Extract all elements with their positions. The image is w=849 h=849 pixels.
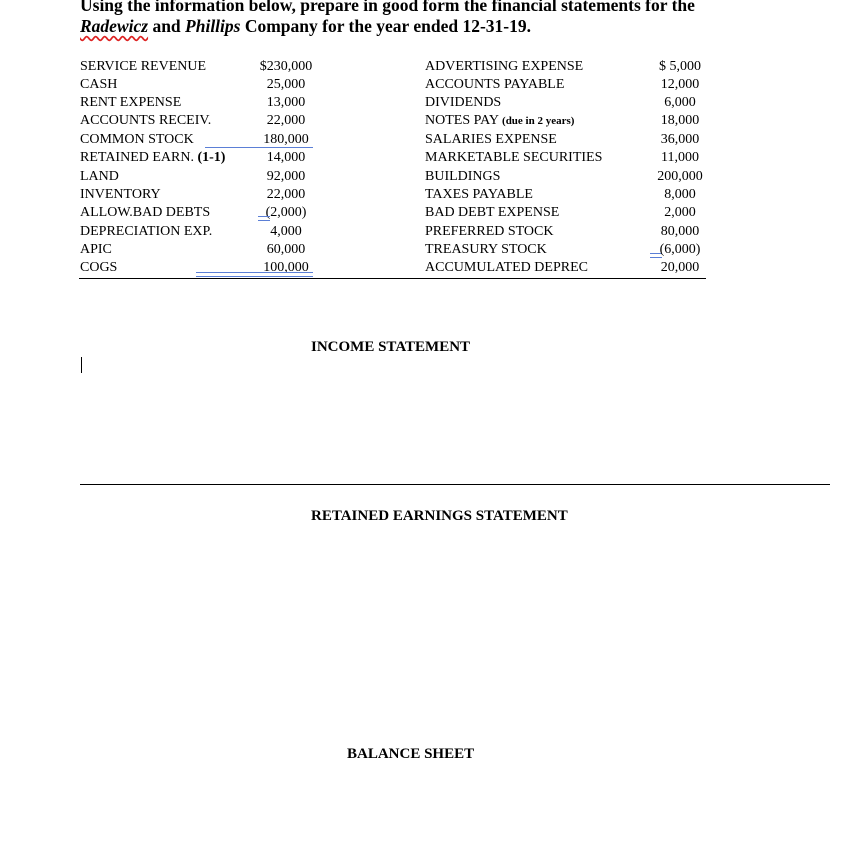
account-label	[425, 112, 574, 130]
account-value: 180,000	[263, 132, 309, 147]
allowance-marker	[258, 216, 270, 221]
account-label: LAND	[80, 169, 119, 184]
account-value: 18,000	[660, 113, 700, 128]
account-label: APIC	[80, 242, 112, 257]
text-cursor[interactable]	[81, 357, 82, 373]
account-label: ACCOUNTS PAYABLE	[425, 77, 565, 92]
account-value: $ 5,000	[659, 59, 701, 74]
income-statement-heading: INCOME STATEMENT	[311, 339, 471, 355]
account-label: TAXES PAYABLE	[425, 187, 533, 202]
account-value: 36,000	[660, 132, 700, 147]
account-value: $230,000	[259, 59, 313, 74]
account-value: 80,000	[660, 224, 700, 239]
section-divider	[80, 484, 830, 485]
account-label: DIVIDENDS	[425, 95, 502, 110]
instructions-suffix: Company for the year ended 12-31-19.	[240, 16, 531, 36]
account-value: 8,000	[664, 187, 696, 202]
account-label: INVENTORY	[80, 187, 161, 202]
account-label: DEPRECIATION EXP.	[80, 224, 213, 239]
company-name-1: Radewicz	[80, 16, 149, 36]
account-label: BAD DEBT EXPENSE	[425, 205, 560, 220]
common-stock-underline	[205, 147, 313, 148]
account-label: BUILDINGS	[425, 169, 501, 184]
account-label: ALLOW.BAD DEBTS	[80, 205, 211, 220]
account-label-text: RETAINED EARN.	[80, 150, 194, 165]
company-name-2: Phillips	[185, 16, 241, 36]
account-value: (6,000)	[659, 242, 701, 257]
retained-earnings-heading: RETAINED EARNINGS STATEMENT	[311, 508, 568, 524]
account-label: COGS	[80, 260, 118, 275]
account-label: PREFERRED STOCK	[425, 224, 554, 239]
company-name-connector: and	[148, 16, 186, 36]
account-value: 12,000	[660, 77, 700, 92]
account-value: 2,000	[664, 205, 696, 220]
account-label-suffix: (1-1)	[197, 150, 226, 165]
account-label: RENT EXPENSE	[80, 95, 182, 110]
account-value: 13,000	[266, 95, 306, 110]
account-value: 25,000	[266, 77, 306, 92]
balance-sheet-heading: BALANCE SHEET	[347, 746, 475, 762]
account-value: 60,000	[266, 242, 306, 257]
account-label: ACCOUNTS RECEIV.	[80, 113, 212, 128]
account-value: 4,000	[270, 224, 302, 239]
account-label: COMMON STOCK	[80, 132, 194, 147]
account-label: CASH	[80, 77, 118, 92]
account-value: 22,000	[266, 113, 306, 128]
account-value: 11,000	[661, 150, 699, 165]
account-label-suffix: (due in 2 years)	[502, 115, 575, 127]
account-value: 100,000	[263, 260, 309, 275]
account-label: ADVERTISING EXPENSE	[425, 59, 584, 74]
account-value: 14,000	[266, 150, 306, 165]
account-label: TREASURY STOCK	[425, 242, 547, 257]
account-value: (2,000)	[265, 205, 307, 220]
account-label	[80, 149, 225, 167]
account-value: 22,000	[266, 187, 306, 202]
account-value: 200,000	[657, 169, 703, 184]
account-label: SALARIES EXPENSE	[425, 132, 557, 147]
account-label-text: NOTES PAY	[425, 113, 499, 128]
account-label: MARKETABLE SECURITIES	[425, 150, 603, 165]
table-bottom-border	[79, 278, 706, 279]
account-label: SERVICE REVENUE	[80, 59, 207, 74]
account-value: 92,000	[266, 169, 306, 184]
account-label: ACCUMULATED DEPREC	[425, 260, 588, 275]
cogs-underline	[196, 272, 313, 277]
account-value: 20,000	[660, 260, 700, 275]
assignment-instructions	[80, 0, 840, 37]
account-value: 6,000	[664, 95, 696, 110]
instructions-prefix: Using the information below, prepare in good form the financial statements for the	[80, 0, 695, 15]
